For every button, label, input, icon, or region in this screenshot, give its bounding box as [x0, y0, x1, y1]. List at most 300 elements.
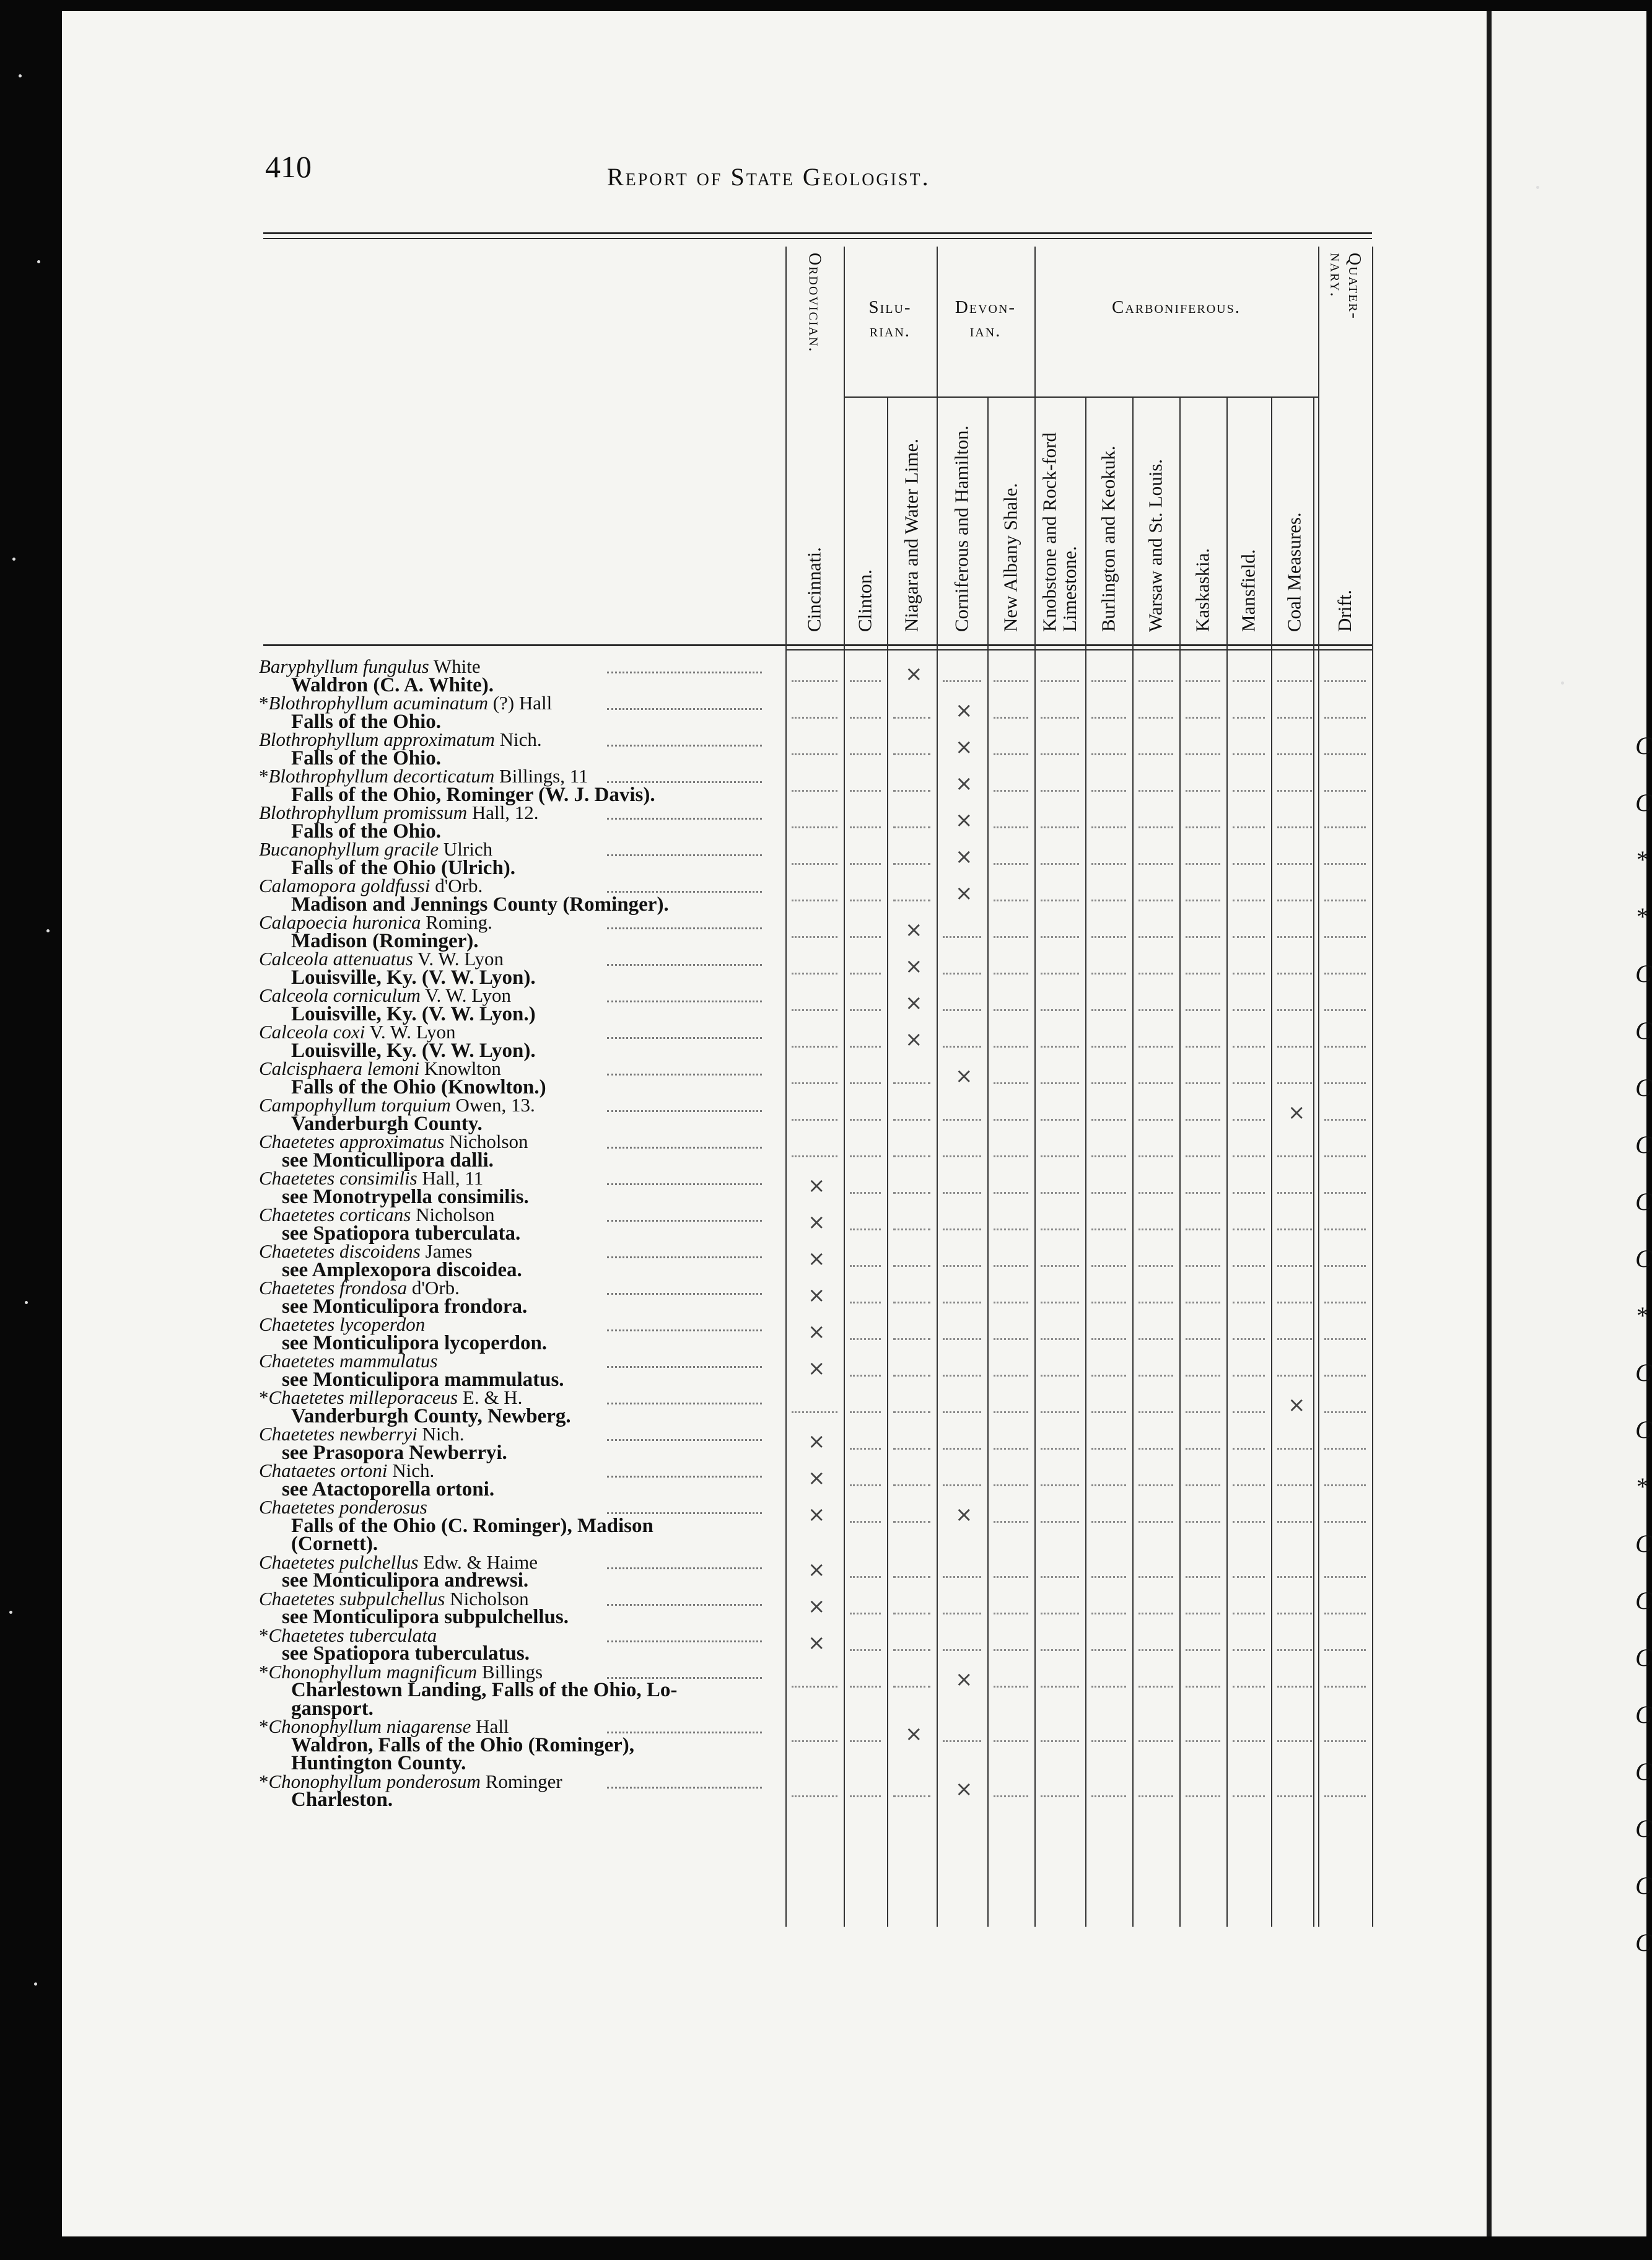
header-rule-top-thin — [263, 238, 1372, 239]
empty-cell-dots — [1041, 1302, 1079, 1303]
empty-cell-dots — [994, 1613, 1028, 1614]
empty-cell-dots — [1041, 1613, 1079, 1614]
locality: Louisville, Ky. (V. W. Lyon). — [291, 966, 536, 989]
empty-cell-dots — [1138, 1119, 1173, 1121]
empty-cell-dots — [850, 936, 881, 938]
empty-cell-dots — [1233, 826, 1265, 828]
empty-cell-dots — [1233, 1046, 1265, 1048]
formation-header: Niagara and Water Lime. — [900, 439, 922, 632]
species-name: Blothrophyllum promissum — [259, 802, 468, 823]
dot-leader — [607, 1329, 762, 1331]
species-name: Chaetetes newberryi — [259, 1423, 417, 1445]
empty-cell-dots — [1091, 1686, 1126, 1688]
scan-speck — [37, 260, 40, 263]
see-reference: see Spatiopora tuberculatus. — [282, 1642, 530, 1665]
occurrence-mark: × — [808, 1246, 826, 1271]
empty-cell-dots — [1041, 1686, 1079, 1688]
empty-cell-dots — [1138, 1375, 1173, 1377]
empty-cell-dots — [1041, 826, 1079, 828]
dot-leader — [607, 1787, 762, 1789]
empty-cell-dots — [1324, 1576, 1366, 1578]
species-name: Chataetes ortoni — [259, 1460, 388, 1481]
empty-cell-dots — [850, 790, 881, 792]
species-name: Chaetetes consimilis — [259, 1167, 417, 1189]
empty-cell-dots — [850, 863, 881, 865]
empty-cell-dots — [1324, 1740, 1366, 1742]
column-rule — [1085, 396, 1086, 1927]
empty-cell-dots — [850, 1795, 881, 1797]
empty-cell-dots — [1041, 1265, 1079, 1267]
empty-cell-dots — [943, 1046, 981, 1048]
species-name: Chaetetes tuberculata — [268, 1624, 437, 1646]
period-header: Quater- nary. — [1326, 253, 1364, 320]
empty-cell-dots — [1324, 753, 1366, 755]
empty-cell-dots — [1233, 1338, 1265, 1340]
locality: Charleston. — [291, 1789, 393, 1811]
empty-cell-dots — [994, 1521, 1028, 1523]
species-name: Chonophyllum magnificum — [268, 1660, 478, 1683]
empty-cell-dots — [792, 1119, 837, 1121]
species-author: V. W. Lyon — [420, 984, 512, 1006]
occurrence-mark: × — [808, 1356, 826, 1381]
facing-page-glyph: C — [1635, 1872, 1652, 1899]
scan-speck — [19, 74, 22, 77]
empty-cell-dots — [1277, 1302, 1312, 1303]
empty-cell-dots — [1233, 1411, 1265, 1413]
empty-cell-dots — [1186, 1613, 1220, 1614]
empty-cell-dots — [893, 1082, 930, 1084]
occurrence-mark: × — [1288, 1393, 1306, 1417]
scan-speck — [34, 1982, 37, 1986]
dot-leader — [607, 1110, 762, 1112]
column-rule — [1034, 247, 1036, 1927]
empty-cell-dots — [850, 1686, 881, 1688]
column-rule — [844, 247, 845, 1927]
empty-cell-dots — [1277, 1192, 1312, 1194]
empty-cell-dots — [1186, 1338, 1220, 1340]
dot-leader — [607, 1640, 762, 1642]
empty-cell-dots — [994, 1119, 1028, 1121]
facing-page-glyph: C — [1635, 1701, 1652, 1728]
species-author: Knowlton — [419, 1058, 501, 1079]
empty-cell-dots — [1138, 1302, 1173, 1303]
empty-cell-dots — [1277, 826, 1312, 828]
empty-cell-dots — [1324, 717, 1366, 719]
facing-page-glyph: C — [1635, 1017, 1652, 1045]
see-reference: see Monticulipora subpulchellus. — [282, 1606, 569, 1628]
empty-cell-dots — [943, 1302, 981, 1303]
empty-cell-dots — [1277, 1613, 1312, 1614]
column-rule — [1179, 396, 1181, 1927]
empty-cell-dots — [792, 753, 837, 755]
empty-cell-dots — [1138, 1082, 1173, 1084]
species-author: Owen, 13. — [450, 1094, 535, 1116]
empty-cell-dots — [893, 1192, 930, 1194]
empty-cell-dots — [1324, 1338, 1366, 1340]
empty-cell-dots — [994, 1484, 1028, 1486]
empty-cell-dots — [893, 1448, 930, 1450]
empty-cell-dots — [1138, 900, 1173, 901]
empty-cell-dots — [943, 1576, 981, 1578]
empty-cell-dots — [893, 1229, 930, 1230]
empty-cell-dots — [1091, 863, 1126, 865]
empty-cell-dots — [1041, 863, 1079, 865]
empty-cell-dots — [1091, 1338, 1126, 1340]
empty-cell-dots — [1091, 1192, 1126, 1194]
asterisk-marker: * — [259, 692, 269, 714]
scan-speck — [46, 929, 50, 932]
locality: Waldron (C. A. White). — [291, 673, 494, 696]
occurrence-mark: × — [808, 1466, 826, 1491]
empty-cell-dots — [1138, 973, 1173, 975]
empty-cell-dots — [893, 1686, 930, 1688]
empty-cell-dots — [893, 717, 930, 719]
species-author: V. W. Lyon — [413, 948, 504, 970]
empty-cell-dots — [1041, 1740, 1079, 1742]
empty-cell-dots — [1091, 1521, 1126, 1523]
empty-cell-dots — [1233, 1009, 1265, 1011]
species-author: d'Orb. — [407, 1277, 460, 1299]
empty-cell-dots — [850, 1740, 881, 1742]
dot-leader — [607, 927, 762, 929]
dot-leader — [607, 818, 762, 820]
dot-leader — [607, 1512, 762, 1514]
occurrence-mark: × — [1288, 1100, 1306, 1125]
empty-cell-dots — [994, 1740, 1028, 1742]
empty-cell-dots — [1324, 1302, 1366, 1303]
species-author: White — [429, 655, 481, 677]
dot-leader — [607, 1439, 762, 1441]
empty-cell-dots — [1277, 680, 1312, 682]
occurrence-mark: × — [955, 735, 973, 760]
empty-cell-dots — [994, 863, 1028, 865]
empty-cell-dots — [1233, 1302, 1265, 1303]
empty-cell-dots — [1091, 1649, 1126, 1651]
scan-speck — [25, 1301, 28, 1304]
empty-cell-dots — [1324, 1265, 1366, 1267]
empty-cell-dots — [943, 973, 981, 975]
empty-cell-dots — [1324, 1009, 1366, 1011]
empty-cell-dots — [1277, 1795, 1312, 1797]
column-rule — [987, 396, 989, 1927]
occurrence-mark: × — [955, 771, 973, 796]
dot-leader — [607, 781, 762, 783]
empty-cell-dots — [893, 1613, 930, 1614]
empty-cell-dots — [1277, 1740, 1312, 1742]
species-name: Chaetetes pulchellus — [259, 1551, 419, 1573]
empty-cell-dots — [1186, 1448, 1220, 1450]
species-author: Nich. — [417, 1423, 465, 1445]
empty-cell-dots — [1091, 790, 1126, 792]
locality: Falls of the Ohio, Rominger (W. J. Davis). — [291, 783, 655, 806]
facing-page-glyph: C — [1635, 1929, 1652, 1956]
see-reference: see Prasopora Newberryi. — [282, 1441, 507, 1464]
facing-page-glyph: * — [1635, 846, 1648, 874]
dot-leader — [607, 1567, 762, 1569]
empty-cell-dots — [792, 1155, 837, 1157]
empty-cell-dots — [850, 753, 881, 755]
empty-cell-dots — [943, 1155, 981, 1157]
species-name: Chaetetes ponderosus — [259, 1496, 427, 1518]
empty-cell-dots — [1186, 1082, 1220, 1084]
species-name: Calapoecia huronica — [259, 911, 421, 933]
empty-cell-dots — [1091, 1484, 1126, 1486]
empty-cell-dots — [1138, 1484, 1173, 1486]
species-name: Chaetetes subpulchellus — [259, 1587, 445, 1610]
empty-cell-dots — [994, 1046, 1028, 1048]
dot-leader — [607, 1604, 762, 1606]
species-author: James — [420, 1240, 473, 1262]
locality: Falls of the Ohio. — [291, 820, 442, 843]
empty-cell-dots — [1233, 790, 1265, 792]
asterisk-marker: * — [259, 1715, 269, 1737]
dot-leader — [607, 1293, 762, 1295]
locality: (Cornett). — [291, 1533, 378, 1555]
empty-cell-dots — [850, 973, 881, 975]
species-author: Nich. — [387, 1460, 435, 1481]
empty-cell-dots — [1091, 973, 1126, 975]
species-name: Chaetetes lycoperdon — [259, 1313, 426, 1335]
empty-cell-dots — [1041, 680, 1079, 682]
empty-cell-dots — [893, 1375, 930, 1377]
empty-cell-dots — [943, 1740, 981, 1742]
empty-cell-dots — [1138, 1740, 1173, 1742]
empty-cell-dots — [850, 1302, 881, 1303]
empty-cell-dots — [792, 936, 837, 938]
formation-header: Burlington and Keokuk. — [1097, 445, 1119, 632]
formation-header: Knobstone and Rock-ford Limestone. — [1038, 432, 1080, 632]
empty-cell-dots — [1041, 1411, 1079, 1413]
empty-cell-dots — [994, 1155, 1028, 1157]
empty-cell-dots — [994, 1009, 1028, 1011]
empty-cell-dots — [994, 1411, 1028, 1413]
empty-cell-dots — [1091, 1119, 1126, 1121]
empty-cell-dots — [1091, 1155, 1126, 1157]
empty-cell-dots — [1277, 790, 1312, 792]
empty-cell-dots — [1138, 753, 1173, 755]
empty-cell-dots — [1277, 1338, 1312, 1340]
empty-cell-dots — [994, 1082, 1028, 1084]
empty-cell-dots — [1324, 1155, 1366, 1157]
scan-speck — [9, 1611, 12, 1614]
empty-cell-dots — [893, 1302, 930, 1303]
occurrence-mark: × — [905, 1722, 923, 1746]
empty-cell-dots — [792, 1009, 837, 1011]
empty-cell-dots — [850, 1484, 881, 1486]
empty-cell-dots — [1233, 1521, 1265, 1523]
species-author: Rominger — [480, 1770, 562, 1792]
empty-cell-dots — [1277, 753, 1312, 755]
species-name: Chaetetes corticans — [259, 1204, 411, 1225]
see-reference: see Atactoporella ortoni. — [282, 1478, 495, 1500]
empty-cell-dots — [1324, 863, 1366, 865]
facing-page-glyph: C — [1635, 1131, 1652, 1158]
empty-cell-dots — [792, 717, 837, 719]
empty-cell-dots — [1041, 1521, 1079, 1523]
empty-cell-dots — [893, 1795, 930, 1797]
empty-cell-dots — [943, 936, 981, 938]
empty-cell-dots — [1277, 1448, 1312, 1450]
empty-cell-dots — [1041, 1082, 1079, 1084]
empty-cell-dots — [994, 717, 1028, 719]
empty-cell-dots — [850, 826, 881, 828]
empty-cell-dots — [1041, 1119, 1079, 1121]
empty-cell-dots — [1233, 717, 1265, 719]
occurrence-mark: × — [808, 1630, 826, 1655]
empty-cell-dots — [850, 1448, 881, 1450]
species-author: Hall — [471, 1715, 509, 1737]
facing-page-glyph: C — [1635, 789, 1652, 817]
empty-cell-dots — [850, 1649, 881, 1651]
empty-cell-dots — [994, 826, 1028, 828]
empty-cell-dots — [893, 753, 930, 755]
empty-cell-dots — [1186, 1521, 1220, 1523]
formation-header: Coal Measures. — [1283, 512, 1305, 632]
dot-leader — [607, 1256, 762, 1258]
empty-cell-dots — [994, 1795, 1028, 1797]
empty-cell-dots — [943, 1375, 981, 1377]
species-name: Chonophyllum niagarense — [268, 1715, 471, 1737]
empty-cell-dots — [1324, 1613, 1366, 1614]
empty-cell-dots — [1138, 1411, 1173, 1413]
period-header: Ordovician. — [805, 253, 824, 353]
empty-cell-dots — [994, 1265, 1028, 1267]
empty-cell-dots — [1233, 1265, 1265, 1267]
empty-cell-dots — [1233, 1082, 1265, 1084]
asterisk-marker: * — [259, 1770, 269, 1792]
occurrence-mark: × — [955, 1776, 973, 1802]
empty-cell-dots — [893, 1484, 930, 1486]
empty-cell-dots — [1233, 753, 1265, 755]
species-name: Blothrophyllum acuminatum — [268, 692, 488, 714]
locality: Louisville, Ky. (V. W. Lyon.) — [291, 1002, 536, 1025]
empty-cell-dots — [1041, 1484, 1079, 1486]
locality: Louisville, Ky. (V. W. Lyon). — [291, 1039, 536, 1062]
empty-cell-dots — [1277, 900, 1312, 901]
species-name: Baryphyllum fungulus — [259, 655, 429, 677]
occurrence-mark: × — [808, 1283, 826, 1308]
empty-cell-dots — [1324, 790, 1366, 792]
dot-leader — [607, 1677, 762, 1679]
species-author: Hall, 12. — [467, 802, 539, 823]
species-author: d'Orb. — [430, 875, 483, 896]
empty-cell-dots — [943, 1009, 981, 1011]
empty-cell-dots — [1324, 1795, 1366, 1797]
species-author: Nicholson — [411, 1204, 495, 1225]
see-reference: see Spatiopora tuberculata. — [282, 1222, 521, 1245]
facing-page-glyph: C — [1635, 1815, 1652, 1842]
empty-cell-dots — [850, 1613, 881, 1614]
empty-cell-dots — [1186, 1411, 1220, 1413]
column-rule — [937, 247, 938, 1927]
empty-cell-dots — [792, 1795, 837, 1797]
empty-cell-dots — [893, 1576, 930, 1578]
empty-cell-dots — [1138, 680, 1173, 682]
empty-cell-dots — [994, 790, 1028, 792]
species-name: Calcisphaera lemoni — [259, 1058, 420, 1079]
facing-page-glyph: C — [1635, 1530, 1652, 1557]
empty-cell-dots — [850, 1576, 881, 1578]
formation-header: Corniferous and Hamilton. — [950, 425, 972, 632]
locality: Madison and Jennings County (Rominger). — [291, 893, 669, 916]
empty-cell-dots — [1138, 1448, 1173, 1450]
column-rule — [1132, 396, 1134, 1927]
species-author: V. W. Lyon — [365, 1021, 456, 1043]
locality: gansport. — [291, 1697, 374, 1720]
empty-cell-dots — [1138, 1649, 1173, 1651]
empty-cell-dots — [1041, 900, 1079, 901]
empty-cell-dots — [893, 790, 930, 792]
species-author: (?) Hall — [487, 692, 553, 714]
facing-page-glyph: C — [1635, 1644, 1652, 1671]
column-rule — [1226, 396, 1228, 1927]
see-reference: see Monotrypella consimilis. — [282, 1185, 529, 1208]
empty-cell-dots — [1324, 1411, 1366, 1413]
empty-cell-dots — [893, 1649, 930, 1651]
empty-cell-dots — [792, 900, 837, 901]
empty-cell-dots — [893, 1411, 930, 1413]
empty-cell-dots — [1186, 826, 1220, 828]
dot-leader — [607, 708, 762, 710]
species-name: Chonophyllum ponderosum — [268, 1770, 481, 1792]
empty-cell-dots — [1138, 1229, 1173, 1230]
facing-page-glyph: C — [1635, 732, 1652, 760]
facing-page-glyph: C — [1635, 1074, 1652, 1102]
empty-cell-dots — [943, 1649, 981, 1651]
empty-cell-dots — [1324, 1119, 1366, 1121]
species-author: Billings, 11 — [494, 765, 588, 787]
empty-cell-dots — [1233, 1375, 1265, 1377]
facing-page-glyph: C — [1635, 1587, 1652, 1614]
empty-cell-dots — [1041, 1229, 1079, 1230]
empty-cell-dots — [850, 1521, 881, 1523]
species-author: Nicholson — [444, 1131, 528, 1152]
dot-leader — [607, 1476, 762, 1478]
empty-cell-dots — [1324, 826, 1366, 828]
header-rule-bottom-thin — [785, 649, 1372, 650]
occurrence-mark: × — [905, 662, 923, 686]
empty-cell-dots — [1324, 1448, 1366, 1450]
empty-cell-dots — [893, 1119, 930, 1121]
empty-cell-dots — [850, 1082, 881, 1084]
empty-cell-dots — [1186, 1740, 1220, 1742]
empty-cell-dots — [943, 1484, 981, 1486]
empty-cell-dots — [1324, 1686, 1366, 1688]
occurrence-mark: × — [955, 1502, 973, 1527]
empty-cell-dots — [1041, 1009, 1079, 1011]
book-page — [62, 11, 1490, 2236]
empty-cell-dots — [943, 680, 981, 682]
occurrence-mark: × — [808, 1593, 826, 1619]
formation-header: Kaskaskia. — [1191, 548, 1213, 632]
empty-cell-dots — [1233, 1484, 1265, 1486]
empty-cell-dots — [1324, 973, 1366, 975]
empty-cell-dots — [943, 1192, 981, 1194]
species-name: Chaetetes milleporaceus — [268, 1386, 458, 1408]
facing-page-glyph: C — [1635, 960, 1652, 988]
empty-cell-dots — [1186, 1009, 1220, 1011]
empty-cell-dots — [1138, 826, 1173, 828]
empty-cell-dots — [1277, 1649, 1312, 1651]
facing-page-glyph: C — [1635, 1188, 1652, 1215]
running-head: Report of State Geologist. — [607, 163, 930, 191]
formation-header: Cincinnati. — [803, 547, 825, 632]
empty-cell-dots — [1233, 1119, 1265, 1121]
column-rule — [1271, 396, 1272, 1927]
empty-cell-dots — [1233, 900, 1265, 901]
empty-cell-dots — [792, 863, 837, 865]
column-rule — [887, 396, 888, 1927]
